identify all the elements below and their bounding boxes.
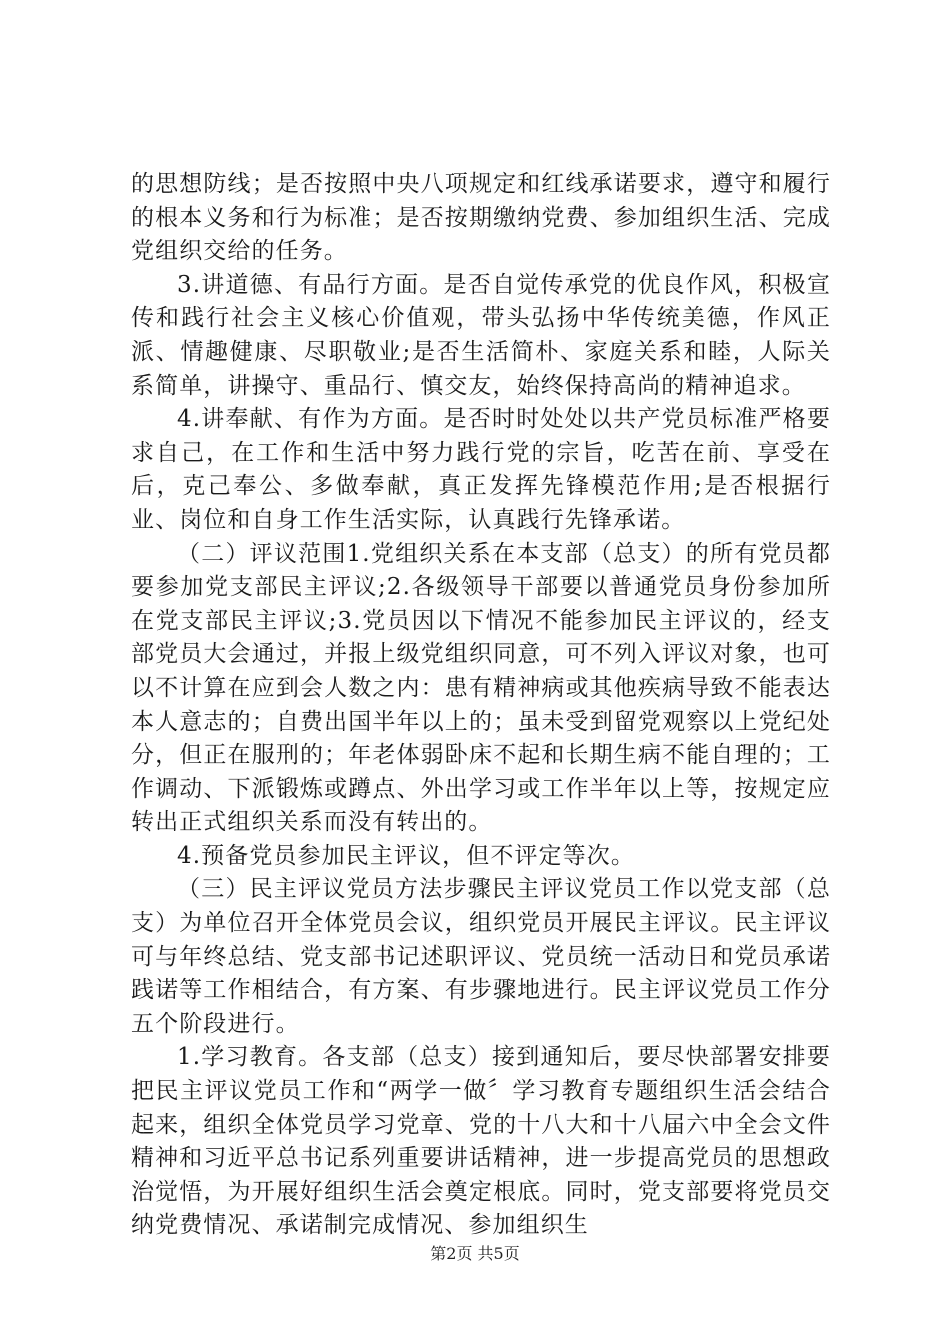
paragraph-scope: （二）评议范围1.党组织关系在本支部（总支）的所有党员都要参加党支部民主评议;2.各级领导干部要以普通党员身份参加所在党支部民主评议;3.党员因以下情况不能参加民主评议的，经支部党员大会通过，并报上级党组织同意，可不列入评议对象，也可以不计算在应到会人数之内：患有精神病或其他疾病导致不能表达本人意志的；自费出国半年以上的；虽未受到留党观察以上党纪处分，但正在服刑的；年老体弱卧床不起和长期生病不能自理的；工作调动、下派锻炼或蹲点、外出学习或工作半年以上等，按规定应转出正式组织关系而没有转出的。	[131, 540, 831, 836]
paragraph-probationary: 4.预备党员参加民主评议，但不评定等次。	[177, 842, 635, 869]
page-number-footer: 第2页 共5页	[430, 1244, 520, 1263]
paragraph-dedication: 4.讲奉献、有作为方面。是否时时处处以共产党员标准严格要求自己，在工作和生活中努力践行党的宗旨，吃苦在前、享受在后，克己奉公、多做奉献，真正发挥先锋模范作用;是否根据行业、岗位和自身工作生活实际，认真践行先锋承诺。	[131, 406, 831, 533]
paragraph-method-steps: （三）民主评议党员方法步骤民主评议党员工作以党支部（总支）为单位召开全体党员会议，组织党员开展民主评议。民主评议可与年终总结、党支部书记述职评议、党员统一活动日和党员承诺践诺等工作相结合，有方案、有步骤地进行。民主评议党员工作分五个阶段进行。	[131, 876, 831, 1037]
paragraph-continuation: 的思想防线；是否按照中央八项规定和红线承诺要求，遵守和履行的根本义务和行为标准；是否按期缴纳党费、参加组织生活、完成党组织交给的任务。	[131, 171, 831, 265]
paragraph-study-education: 1.学习教育。各支部（总支）接到通知后，要尽快部署安排要把民主评议党员工作和“两学一做〞学习教育专题组织生活会结合起来，组织全体党员学习党章、党的十八大和十八届六中全会文件精神和习近平总书记系列重要讲话精神，进一步提高党员的思想政治觉悟，为开展好组织生活会奠定根底。同时，党支部要将党员交纳党费情况、承诺制完成情况、参加组织生	[131, 1044, 831, 1239]
document-body	[131, 168, 831, 1243]
paragraph-ethics: 3.讲道德、有品行方面。是否自觉传承党的优良作风，积极宣传和践行社会主义核心价值观，带头弘扬中华传统美德，作风正派、情趣健康、尽职敬业;是否生活简朴、家庭关系和睦，人际关系简单，讲操守、重品行、慎交友，始终保持高尚的精神追求。	[131, 271, 831, 399]
